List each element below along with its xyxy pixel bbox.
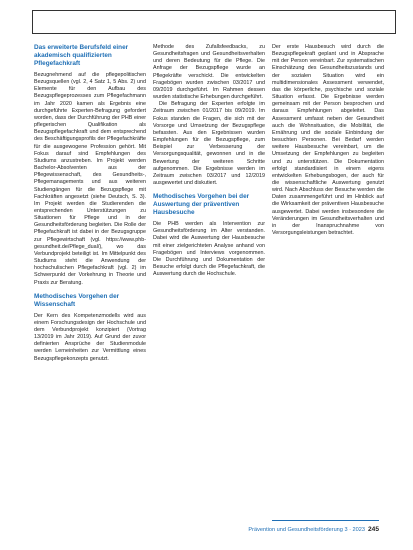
paragraph: Die Befragung der Experten erfolgte im Zeitraum zwischen 01/2017 bis 09/2019. Im Fokus standen die Fragen, die sich mit der Vorsorge und Umsetzung der Bezugspflege befassten. Aus den Ergebnissen wurden Empfehlungen für die Bezugspflege, zum Beispiel zur Verbesserung der Versorgungsqualität, gewonnen und in die Bewertung der weiteren Schritte aufgenommen. Die Ergebnisse werden im Zeitraum zwischen 03/2017 und 12/2019 ausgewertet und diskutiert. (153, 101, 265, 186)
paragraph: Bezugnehmend auf die pflegepolitischen Bezugsquellen (vgl. 2, 4 Satz 1, 5 Abs. 2) und Elemente für den Aufbau des Bezugspflegeprozesses zum Pflegefachmann im Jahr 2020 kamen als Ergebnis eine durchgeführte Experten-Befragung gefordert worden, dass der Durchführung der PHB einer pflegerischen Qualifikation als Bezugspflegefachkraft und dem entsprechend des Beschäftigungsprofils der Pflegefachkräfte für die ausgewogene Profession gehört. Mit Fokus darauf sind Empfehlungen des Studiums anzustreben. Im Projekt werden Bachelor-Absolventen aus der Pflegewissenschaft, des Gesundheits-, Pflegemanagements und aus weiteren Studiengängen für die Bezugspflege mit Fachkräften angesetzt (siehe Deutsch, S. 3). Im Projekt werden die Studierenden die entsprechenden Unterstützungen zu Situationen für Pflege und in der Gesundheitsförderung begleiten. Die Rolle der Pflegefachkraft ist dabei in der Bezugsgruppe zur Pflegewirtschaft (vgl. https://www.phb-gesundheit.de/Pflege_dual/), wo das Verbundprojekt beteiligt ist. Im Mittelpunkt des Studiums steht die Anwendung der hochschulischen Pflegefachkraft (vgl. 2) im Schwerpunkt der Vorkehrung in Theorie und Praxis zur Beratung. (34, 72, 146, 286)
header-box (32, 10, 396, 34)
journal-name: Prävention und Gesundheitsförderung 3 · 2023 (248, 527, 365, 533)
footer-rule (272, 520, 379, 521)
column-3 (272, 44, 384, 237)
page-number: 245 (367, 526, 379, 533)
column-2 (153, 44, 265, 278)
paragraph: Der erste Hausbesuch wird durch die Bezugspflegekraft geplant und in Absprache mit der Person vereinbart. Zur systematischen Einschätzung des Gesundheitszustands und der sozialen Situation wird ein multidimensionales Assessment verwendet, das die körperliche, psychische und soziale Situation erfasst. Die Ergebnisse werden gemeinsam mit der Person besprochen und daraus Empfehlungen abgeleitet. Das Assessment umfasst neben der Gesundheit auch die Wohnsituation, die Mobilität, die Ernährung und die soziale Einbindung der besuchten Personen. Bei Bedarf werden weitere Hausbesuche vereinbart, um die Umsetzung der Empfehlungen zu begleiten und zu unterstützen. Die Dokumentation erfolgt standardisiert in einem eigens entwickelten Erhebungsbogen, der auch für die wissenschaftliche Auswertung genutzt wird. Nach Abschluss der Besuche werden die Daten zusammengeführt und im Hinblick auf die Wirksamkeit der präventiven Hausbesuche ausgewertet. Dabei werden insbesondere die Veränderungen im Gesundheitsverhalten und in der Inanspruchnahme von Versorgungsleistungen betrachtet. (272, 44, 384, 237)
section-heading-methodik: Methodisches Vorgehen der Wissenschaft (34, 292, 120, 308)
page-footer (248, 526, 379, 533)
section-heading-berufsfeld: Das erweiterte Berufsfeld einer akademisch qualifizierten Pflegefachkraft (34, 44, 129, 67)
paragraph: Die PHB werden als Intervention zur Gesundheitsförderung im Alter verstanden. Dabei wird die Auswertung der Hausbesuche mit einer zielgerichteten Analyse anhand von Fragebögen und Interviews vorgenommen. Die Durchführung und Dokumentation der Besuche erfolgt durch die Pflegefachkraft, die Auswertung durch die Hochschule. (153, 221, 265, 278)
paragraph: Der Kern des Kompetenzmodells wird aus einem Forschungsdesign der Hochschule und dem Verbundprojekt konzipiert (Vortrag 13/2019 im Jahr 2019). Auf Grund der zuvor definierten Ansprüche der Studienmodule werden Lerneinheiten zur Vermittlung eines Bezugspflegekonzepts genutzt. (34, 312, 146, 362)
section-heading-hausbesuche: Methodisches Vorgehen bei der Auswertung der präventiven Hausbesuche (153, 193, 250, 217)
paragraph: Methode des Zufallsfeedbacks, zu Gesundheitsfragen und Gesundheitsverhalten und deren Bedeutung für die Pflege. Die Anfrage der Bezugspflege wurde an Pflegekräfte verschickt. Die entwickelten Fragebögen wurden zwischen 03/2017 und 09/2019 durchgeführt. Im Rahmen dessen wurden statistische Erhebungen durchgeführt. (153, 44, 265, 101)
column-1 (34, 44, 146, 363)
